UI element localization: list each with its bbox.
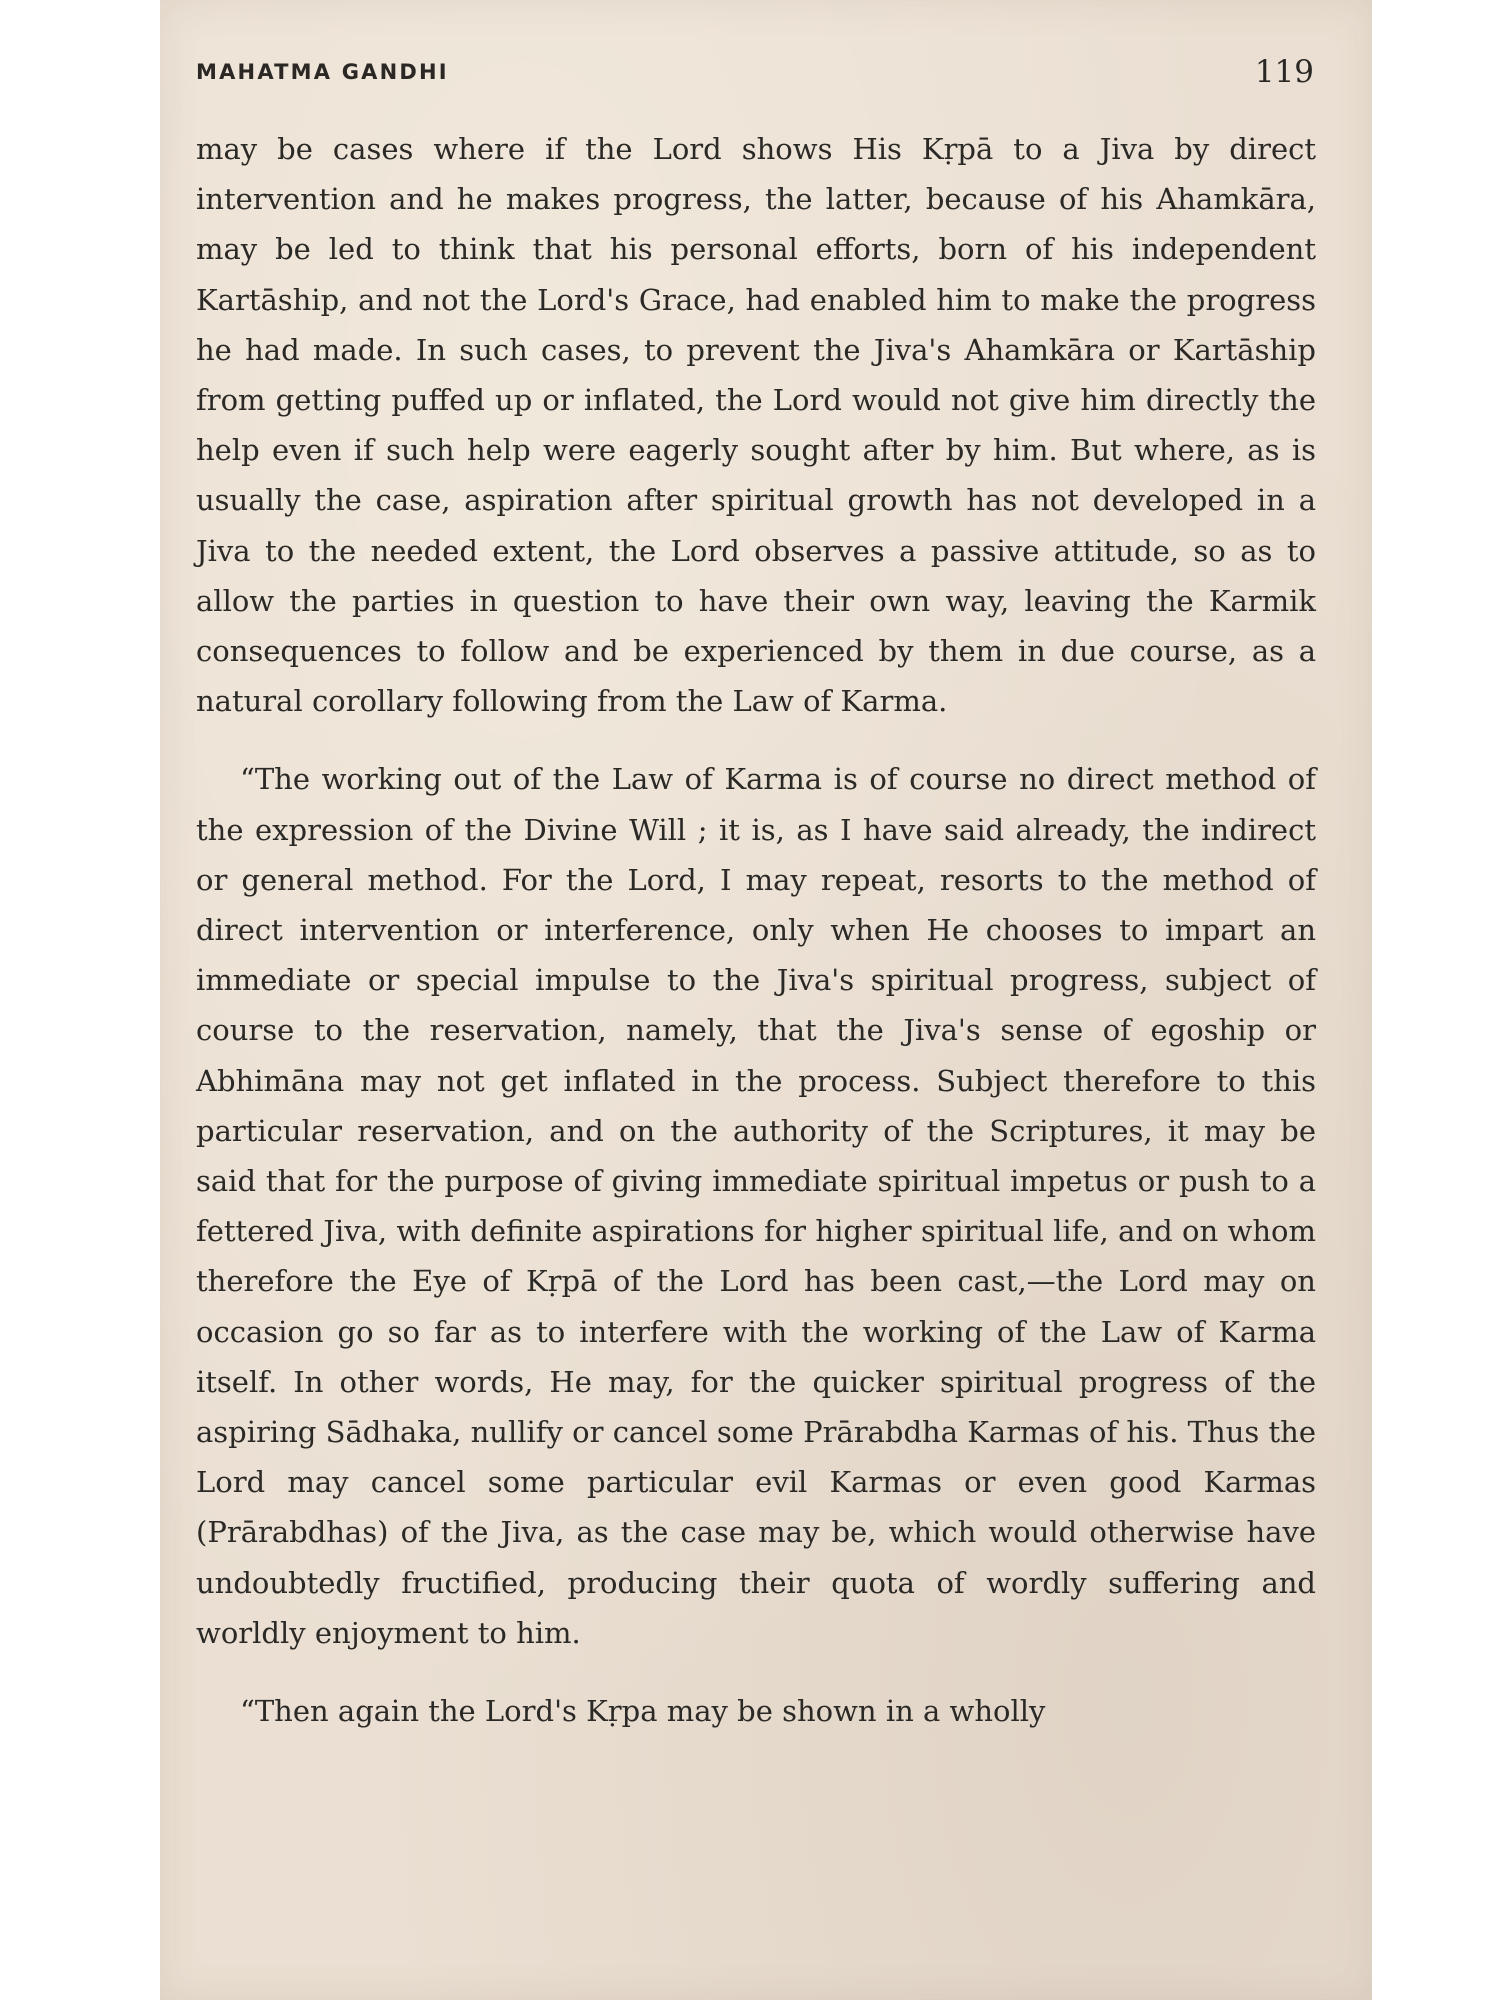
body-text: [196, 124, 1316, 1736]
paragraph-law-of-karma: “The working out of the Law of Karma is of course no direct method of the expression of the Divine Will ; it is, as I have said already, the indirect or general method. For the Lord, I may repeat, resorts to the method of direct intervention or interference, only when He chooses to impart an immediate or special impulse to the Jiva's spiritual progress, subject of course to the reservation, namely, that the Jiva's sense of egoship or Abhimāna may not get inflated in the process. Subject therefore to this particular reservation, and on the authority of the Scriptures, it may be said that for the purpose of giving immediate spiritual impetus or push to a fettered Jiva, with definite aspirations for higher spiritual life, and on whom therefore the Eye of Kṛpā of the Lord has been cast,—the Lord may on occasion go so far as to interfere with the working of the Law of Karma itself. In other words, He may, for the quicker spiritual progress of the aspiring Sādhaka, nullify or cancel some Prārabdha Karmas of his. Thus the Lord may cancel some particular evil Karmas or even good Karmas (Prārabdhas) of the Jiva, as the case may be, which would otherwise have undoubtedly fructified, producing their quota of wordly suffering and worldly enjoyment to him.: [196, 762, 1316, 1650]
page-number: 119: [1254, 54, 1314, 90]
paragraph-then-again: “Then again the Lord's Kṛpa may be shown in a wholly: [240, 1694, 1046, 1729]
book-page: [160, 0, 1372, 2000]
running-head: [196, 54, 1314, 94]
paragraph-continued: may be cases where if the Lord shows His Kṛpā to a Jiva by direct intervention and he makes progress, the latter, because of his Ahamkāra, may be led to think that his personal efforts, born of his independent Kartāship, and not the Lord's Grace, had enabled him to make the progress he had made. In such cases, to prevent the Jiva's Ahamkāra or Kartāship from getting puffed up or inflated, the Lord would not give him directly the help even if such help were eagerly sought after by him. But where, as is usually the case, aspiration after spiritual growth has not developed in a Jiva to the needed extent, the Lord observes a passive attitude, so as to allow the parties in question to have their own way, leaving the Karmik consequences to follow and be experienced by them in due course, as a natural corollary following from the Law of Karma.: [196, 132, 1316, 719]
running-title: MAHATMA GANDHI: [196, 60, 449, 84]
